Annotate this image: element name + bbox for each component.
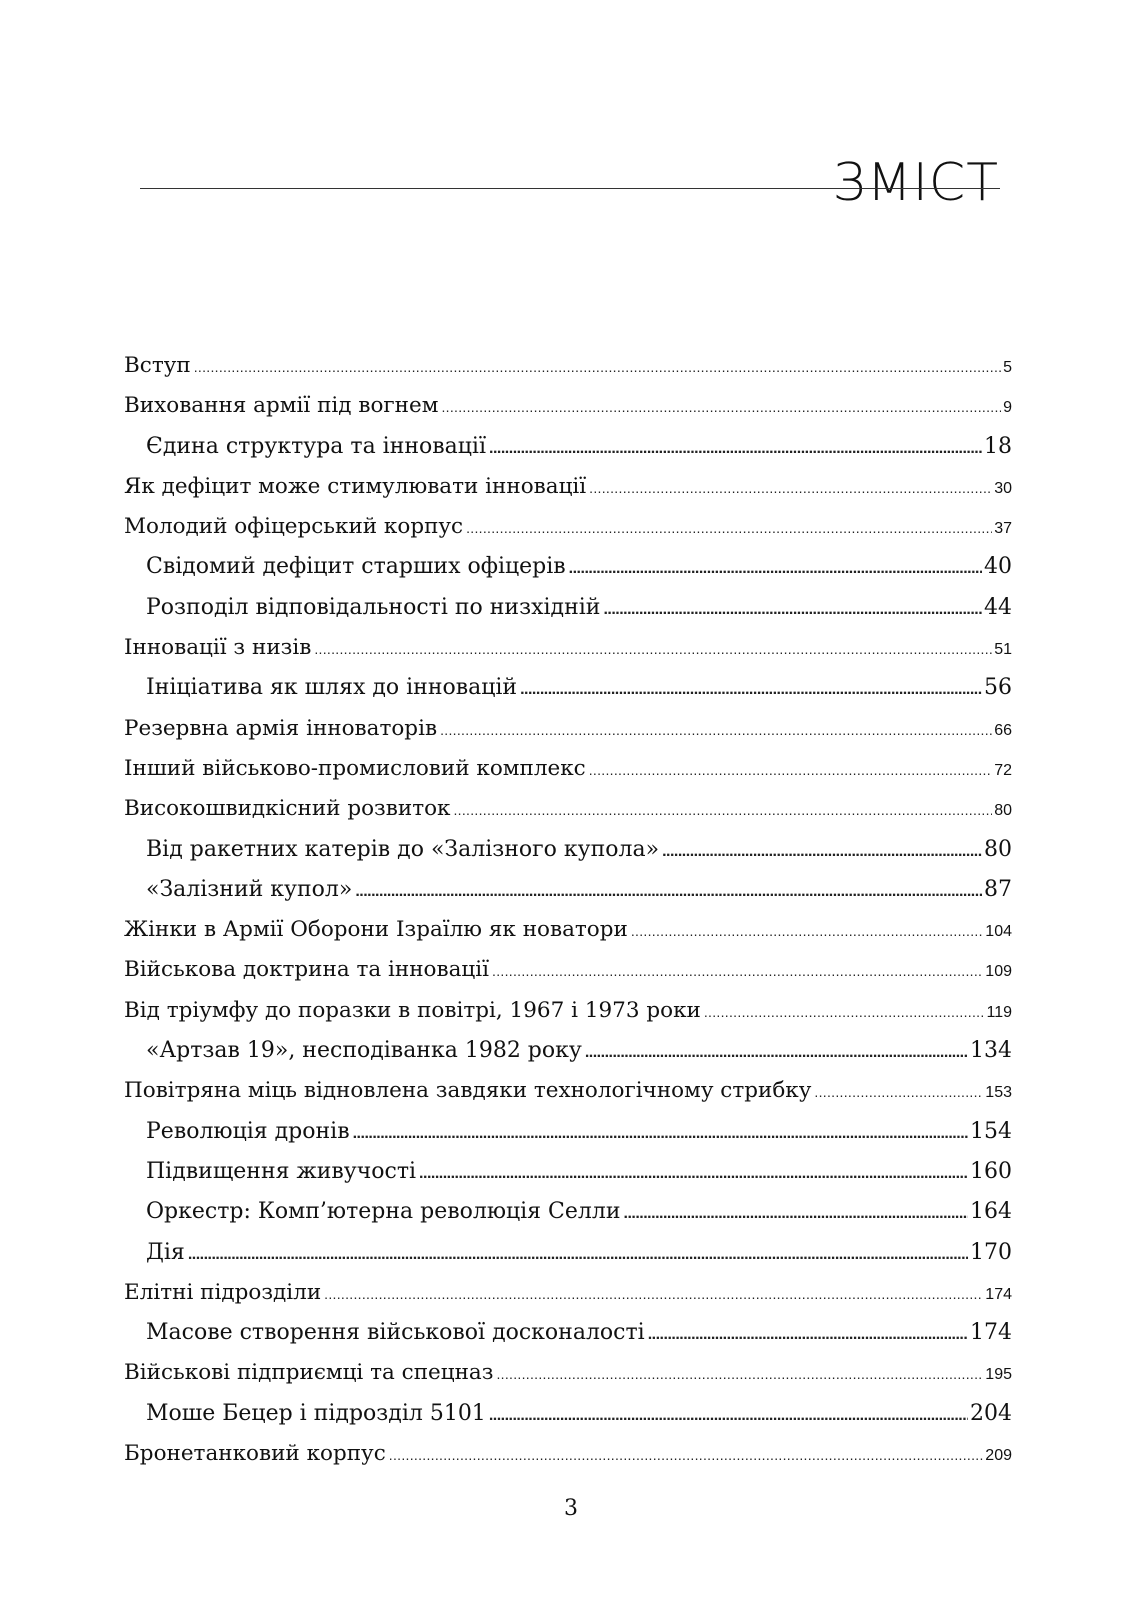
dot-leader: [441, 399, 1001, 415]
toc-entry-title: Підвищення живучості: [146, 1158, 417, 1184]
toc-entry-title: Вступ: [124, 353, 191, 378]
toc-entry-page: 153: [985, 1084, 1012, 1102]
dot-leader: [589, 762, 993, 778]
dot-leader: [520, 681, 982, 699]
dot-leader: [453, 802, 992, 818]
toc-entry: [124, 393, 1012, 433]
toc-entry-page: 9: [1003, 399, 1012, 417]
toc-entry: [124, 1360, 1012, 1400]
toc-entry-title: Моше Бецер і підрозділ 5101: [146, 1400, 486, 1426]
toc-subentry: [124, 554, 1012, 594]
toc-entry-title: Дія: [146, 1239, 185, 1265]
toc-entry-page: 170: [970, 1239, 1012, 1265]
toc-entry-page: 204: [970, 1400, 1012, 1426]
dot-leader: [589, 480, 992, 496]
toc-entry-page: 80: [984, 836, 1012, 862]
toc-entry-title: Розподіл відповідальності по низхідній: [146, 594, 601, 620]
toc-entry: [124, 917, 1012, 957]
toc-entry: [124, 1078, 1012, 1118]
toc-entry-page: 80: [994, 802, 1012, 820]
toc-entry-page: 87: [984, 876, 1012, 902]
toc-entry-page: 30: [994, 479, 1012, 497]
toc-entry-page: 174: [970, 1320, 1012, 1346]
toc-entry-title: Єдина структура та інновації: [146, 433, 487, 459]
toc-entry-title: Ініціатива як шлях до інновацій: [146, 675, 518, 701]
toc-entry: [124, 957, 1012, 997]
toc-entry-page: 119: [986, 1003, 1012, 1021]
toc-entry-page: 44: [984, 594, 1012, 620]
toc-subentry: [124, 877, 1012, 917]
toc-entry-page: 209: [985, 1447, 1012, 1465]
dot-leader: [648, 1326, 968, 1344]
toc-subentry: [124, 595, 1012, 635]
dot-leader: [489, 1407, 968, 1425]
dot-leader: [489, 440, 982, 458]
dot-leader: [704, 1004, 985, 1020]
toc-subentry: [124, 434, 1012, 474]
toc-entry-page: 66: [994, 721, 1012, 739]
dot-leader: [492, 963, 983, 979]
table-of-contents: [124, 353, 1012, 1481]
dot-leader: [662, 843, 982, 861]
toc-entry: [124, 998, 1012, 1038]
toc-entry: [124, 474, 1012, 514]
dot-leader: [419, 1165, 968, 1183]
dot-leader: [814, 1084, 983, 1100]
toc-entry-page: 160: [970, 1158, 1012, 1184]
toc-entry-title: Молодий офіцерський корпус: [124, 514, 464, 540]
toc-entry-title: Елітні підрозділи: [124, 1279, 322, 1305]
dot-leader: [324, 1286, 983, 1302]
dot-leader: [496, 1366, 983, 1382]
toc-entry: [124, 756, 1012, 796]
toc-entry-title: Бронетанковий корпус: [124, 1441, 386, 1467]
toc-entry-page: 18: [984, 433, 1012, 459]
toc-entry: [124, 716, 1012, 756]
toc-entry-page: 174: [985, 1285, 1012, 1303]
toc-entry-page: 72: [994, 761, 1012, 779]
toc-subentry: [124, 675, 1012, 715]
toc-entry-title: Інший військово-промисловий комплекс: [124, 755, 586, 781]
toc-entry-title: Як дефіцит може стимулювати інновації: [124, 473, 587, 499]
dot-leader: [353, 1125, 968, 1143]
title-rule: [140, 188, 1000, 189]
toc-entry-title: Жінки в Армії Оборони Ізраїлю як новатори: [124, 917, 628, 943]
toc-entry: [124, 353, 1012, 393]
toc-subentry: [124, 1159, 1012, 1199]
dot-leader: [631, 923, 983, 939]
toc-entry-page: 164: [970, 1199, 1012, 1225]
toc-entry-title: Оркестр: Комп’ютерна революція Селли: [146, 1199, 621, 1225]
toc-entry-page: 109: [985, 963, 1012, 981]
page-title: ЗМІСТ: [832, 152, 999, 213]
toc-subentry: [124, 1119, 1012, 1159]
toc-entry-title: Високошвидкісний розвиток: [124, 796, 451, 822]
toc-subentry: [124, 1320, 1012, 1360]
toc-entry-title: Військові підприємці та спецназ: [124, 1360, 494, 1386]
dot-leader: [355, 883, 982, 901]
dot-leader: [194, 359, 1001, 375]
dot-leader: [569, 560, 982, 578]
toc-entry-title: Резервна армія інноваторів: [124, 715, 438, 741]
dot-leader: [389, 1447, 984, 1463]
toc-entry-page: 195: [985, 1366, 1012, 1384]
toc-entry-page: 56: [984, 675, 1012, 701]
toc-entry: [124, 635, 1012, 675]
toc-entry: [124, 514, 1012, 554]
toc-subentry: [124, 1199, 1012, 1239]
toc-entry-title: Свідомий дефіцит старших офіцерів: [146, 554, 566, 580]
toc-entry-title: Військова доктрина та інновації: [124, 957, 490, 983]
toc-subentry: [124, 1240, 1012, 1280]
toc-entry-title: Від ракетних катерів до «Залізного купола»: [146, 836, 660, 862]
toc-entry-page: 37: [994, 520, 1012, 538]
dot-leader: [440, 722, 992, 738]
dot-leader: [314, 641, 992, 657]
toc-entry-page: 134: [970, 1038, 1012, 1064]
dot-leader: [466, 520, 992, 536]
toc-entry-title: Виховання армії під вогнем: [124, 393, 439, 419]
toc-entry-title: Повітряна міць відновлена завдяки технологічному стрибку: [124, 1078, 812, 1104]
dot-leader: [585, 1044, 968, 1062]
dot-leader: [603, 601, 982, 619]
toc-subentry: [124, 837, 1012, 877]
toc-entry-title: Революція дронів: [146, 1118, 350, 1144]
toc-entry-title: Масове створення військової досконалості: [146, 1320, 645, 1346]
page-number: 3: [564, 1496, 578, 1521]
toc-entry: [124, 1441, 1012, 1481]
toc-entry: [124, 1280, 1012, 1320]
toc-entry-title: «Залізний купол»: [146, 876, 353, 902]
toc-subentry: [124, 1038, 1012, 1078]
toc-entry-title: Від тріумфу до поразки в повітрі, 1967 і 1973 роки: [124, 997, 701, 1023]
toc-entry-page: 5: [1003, 359, 1012, 376]
dot-leader: [624, 1205, 969, 1223]
toc-entry-title: «Артзав 19», несподіванка 1982 року: [146, 1038, 582, 1064]
toc-entry-page: 51: [994, 641, 1012, 659]
toc-subentry: [124, 1401, 1012, 1441]
toc-entry: [124, 796, 1012, 836]
toc-entry-page: 40: [984, 554, 1012, 580]
toc-entry-title: Інновації з низів: [124, 635, 312, 661]
toc-entry-page: 104: [985, 923, 1012, 941]
toc-entry-page: 154: [970, 1118, 1012, 1144]
dot-leader: [188, 1246, 968, 1264]
